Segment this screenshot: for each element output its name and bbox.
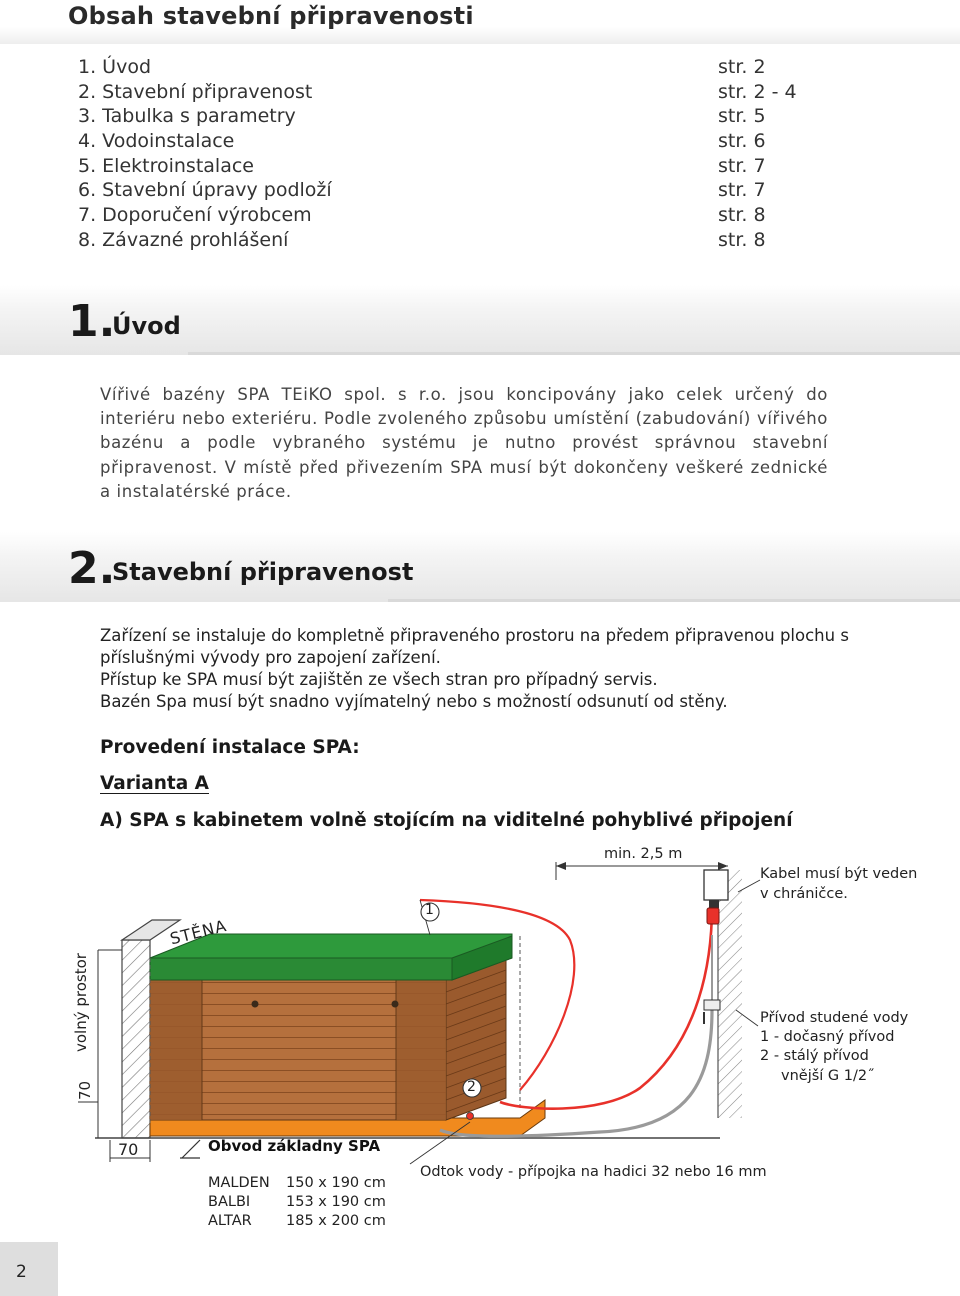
spa-cover xyxy=(150,934,512,980)
toc-item-label: 7. Doporučení výrobcem xyxy=(78,204,312,226)
section-divider xyxy=(388,599,960,602)
base-outline-label: Obvod základny SPA xyxy=(208,1137,381,1155)
toc-item-page: str. 6 xyxy=(718,130,766,152)
variant-a-heading: A) SPA s kabinetem volně stojícím na viditelné pohyblivé připojení xyxy=(100,810,793,831)
screw-icon xyxy=(392,1001,399,1008)
page-number-box xyxy=(0,1242,58,1296)
cable-note: Kabel musí být veden xyxy=(760,866,918,882)
toc-item-label: 6. Stavební úpravy podloží xyxy=(78,179,332,201)
intro-paragraph: Vířivé bazény SPA TEiKO spol. s r.o. jsou koncipovány jako celek určený do interiéru nebo exteriéru. Podle zvoleného způsobu umístění (zabudování) vířivého bazénu a podle vybraného systému je nutno provést správnou stavební připravenost. V místě před přivezením SPA musí být dokončeny veškeré zednické a instalatérské práce. xyxy=(100,385,828,501)
water-supply-note: 1 - dočasný přívod xyxy=(760,1029,895,1045)
toc-title: Obsah stavební připravenosti xyxy=(68,2,474,30)
section-title: Úvod xyxy=(112,312,181,340)
toc-item-page: str. 7 xyxy=(718,155,766,177)
drain-outlet-icon xyxy=(467,1113,474,1120)
toc-item-label: 8. Závazné prohlášení xyxy=(78,229,289,251)
variant-heading: Varianta A xyxy=(100,773,209,794)
body-paragraph: Zařízení se instaluje do kompletně připraveného prostoru na předem připravenou plochu s příslušnými vývody pro zapojení zařízení. xyxy=(100,626,849,667)
page-number: 2 xyxy=(16,1262,27,1282)
toc-item-label: 4. Vodoinstalace xyxy=(78,130,235,152)
water-supply-note: 2 - stálý přívod xyxy=(760,1048,869,1064)
toc-item-page: str. 7 xyxy=(718,179,766,201)
water-supply-note: Přívod studené vody xyxy=(760,1010,909,1026)
section-title: Stavební připravenost xyxy=(112,558,414,586)
cable-note: v chráničce. xyxy=(760,886,848,902)
free-space-label: volný prostor xyxy=(72,953,90,1052)
body-paragraph: Bazén Spa musí být snadno vyjímatelný nebo s možností odsunutí od stěny. xyxy=(100,692,728,711)
install-heading: Provedení instalace SPA: xyxy=(100,737,360,758)
screw-icon xyxy=(252,1001,259,1008)
toc-item-page: str. 8 xyxy=(718,229,766,251)
section-number: 2. xyxy=(68,543,116,594)
toc-item[interactable] xyxy=(78,81,818,106)
toc-item[interactable] xyxy=(78,155,818,180)
model-name: ALTAR xyxy=(208,1213,252,1229)
plug-icon xyxy=(707,908,719,924)
model-name: MALDEN xyxy=(208,1175,270,1191)
model-size: 185 x 200 cm xyxy=(286,1213,386,1229)
power-cable xyxy=(500,906,712,1109)
min-distance-label: min. 2,5 m xyxy=(604,846,683,862)
dimension-label: 70 xyxy=(118,1140,139,1159)
toc-item-page: str. 8 xyxy=(718,204,766,226)
water-supply-note: vnější G 1/2˝ xyxy=(781,1068,875,1084)
toc-item[interactable] xyxy=(78,130,818,155)
toc-item-label: 5. Elektroinstalace xyxy=(78,155,254,177)
body-paragraph: Přístup ke SPA musí být zajištěn ze všech stran pro případný servis. xyxy=(100,670,658,689)
marker-2-label: 2 xyxy=(467,1079,476,1095)
toc-item-page: str. 5 xyxy=(718,105,766,127)
toc-item-label: 2. Stavební připravenost xyxy=(78,81,313,103)
toc-item[interactable] xyxy=(78,56,818,81)
model-size: 150 x 190 cm xyxy=(286,1175,386,1191)
right-wall xyxy=(718,870,742,1118)
toc-item[interactable] xyxy=(78,105,818,130)
electrical-socket-icon xyxy=(704,870,728,900)
water-tap-icon xyxy=(704,1000,720,1010)
model-size: 153 x 190 cm xyxy=(286,1194,386,1210)
dimension-label: 70 xyxy=(76,1080,94,1100)
toc-item-page: str. 2 - 4 xyxy=(718,81,797,103)
toc-item[interactable] xyxy=(78,229,818,254)
toc-item-page: str. 2 xyxy=(718,56,766,78)
toc-item-label: 1. Úvod xyxy=(78,56,152,78)
section-divider xyxy=(188,352,960,355)
section-number: 1. xyxy=(68,296,116,347)
wall-label: STĚNA xyxy=(168,915,229,949)
model-name: BALBI xyxy=(208,1194,251,1210)
toc-item-label: 3. Tabulka s parametry xyxy=(78,105,296,127)
drain-label: Odtok vody - přípojka na hadici 32 nebo 16 mm xyxy=(420,1164,767,1180)
marker-1-label: 1 xyxy=(425,902,434,918)
toc-item[interactable] xyxy=(78,204,818,229)
toc-item[interactable] xyxy=(78,179,818,204)
